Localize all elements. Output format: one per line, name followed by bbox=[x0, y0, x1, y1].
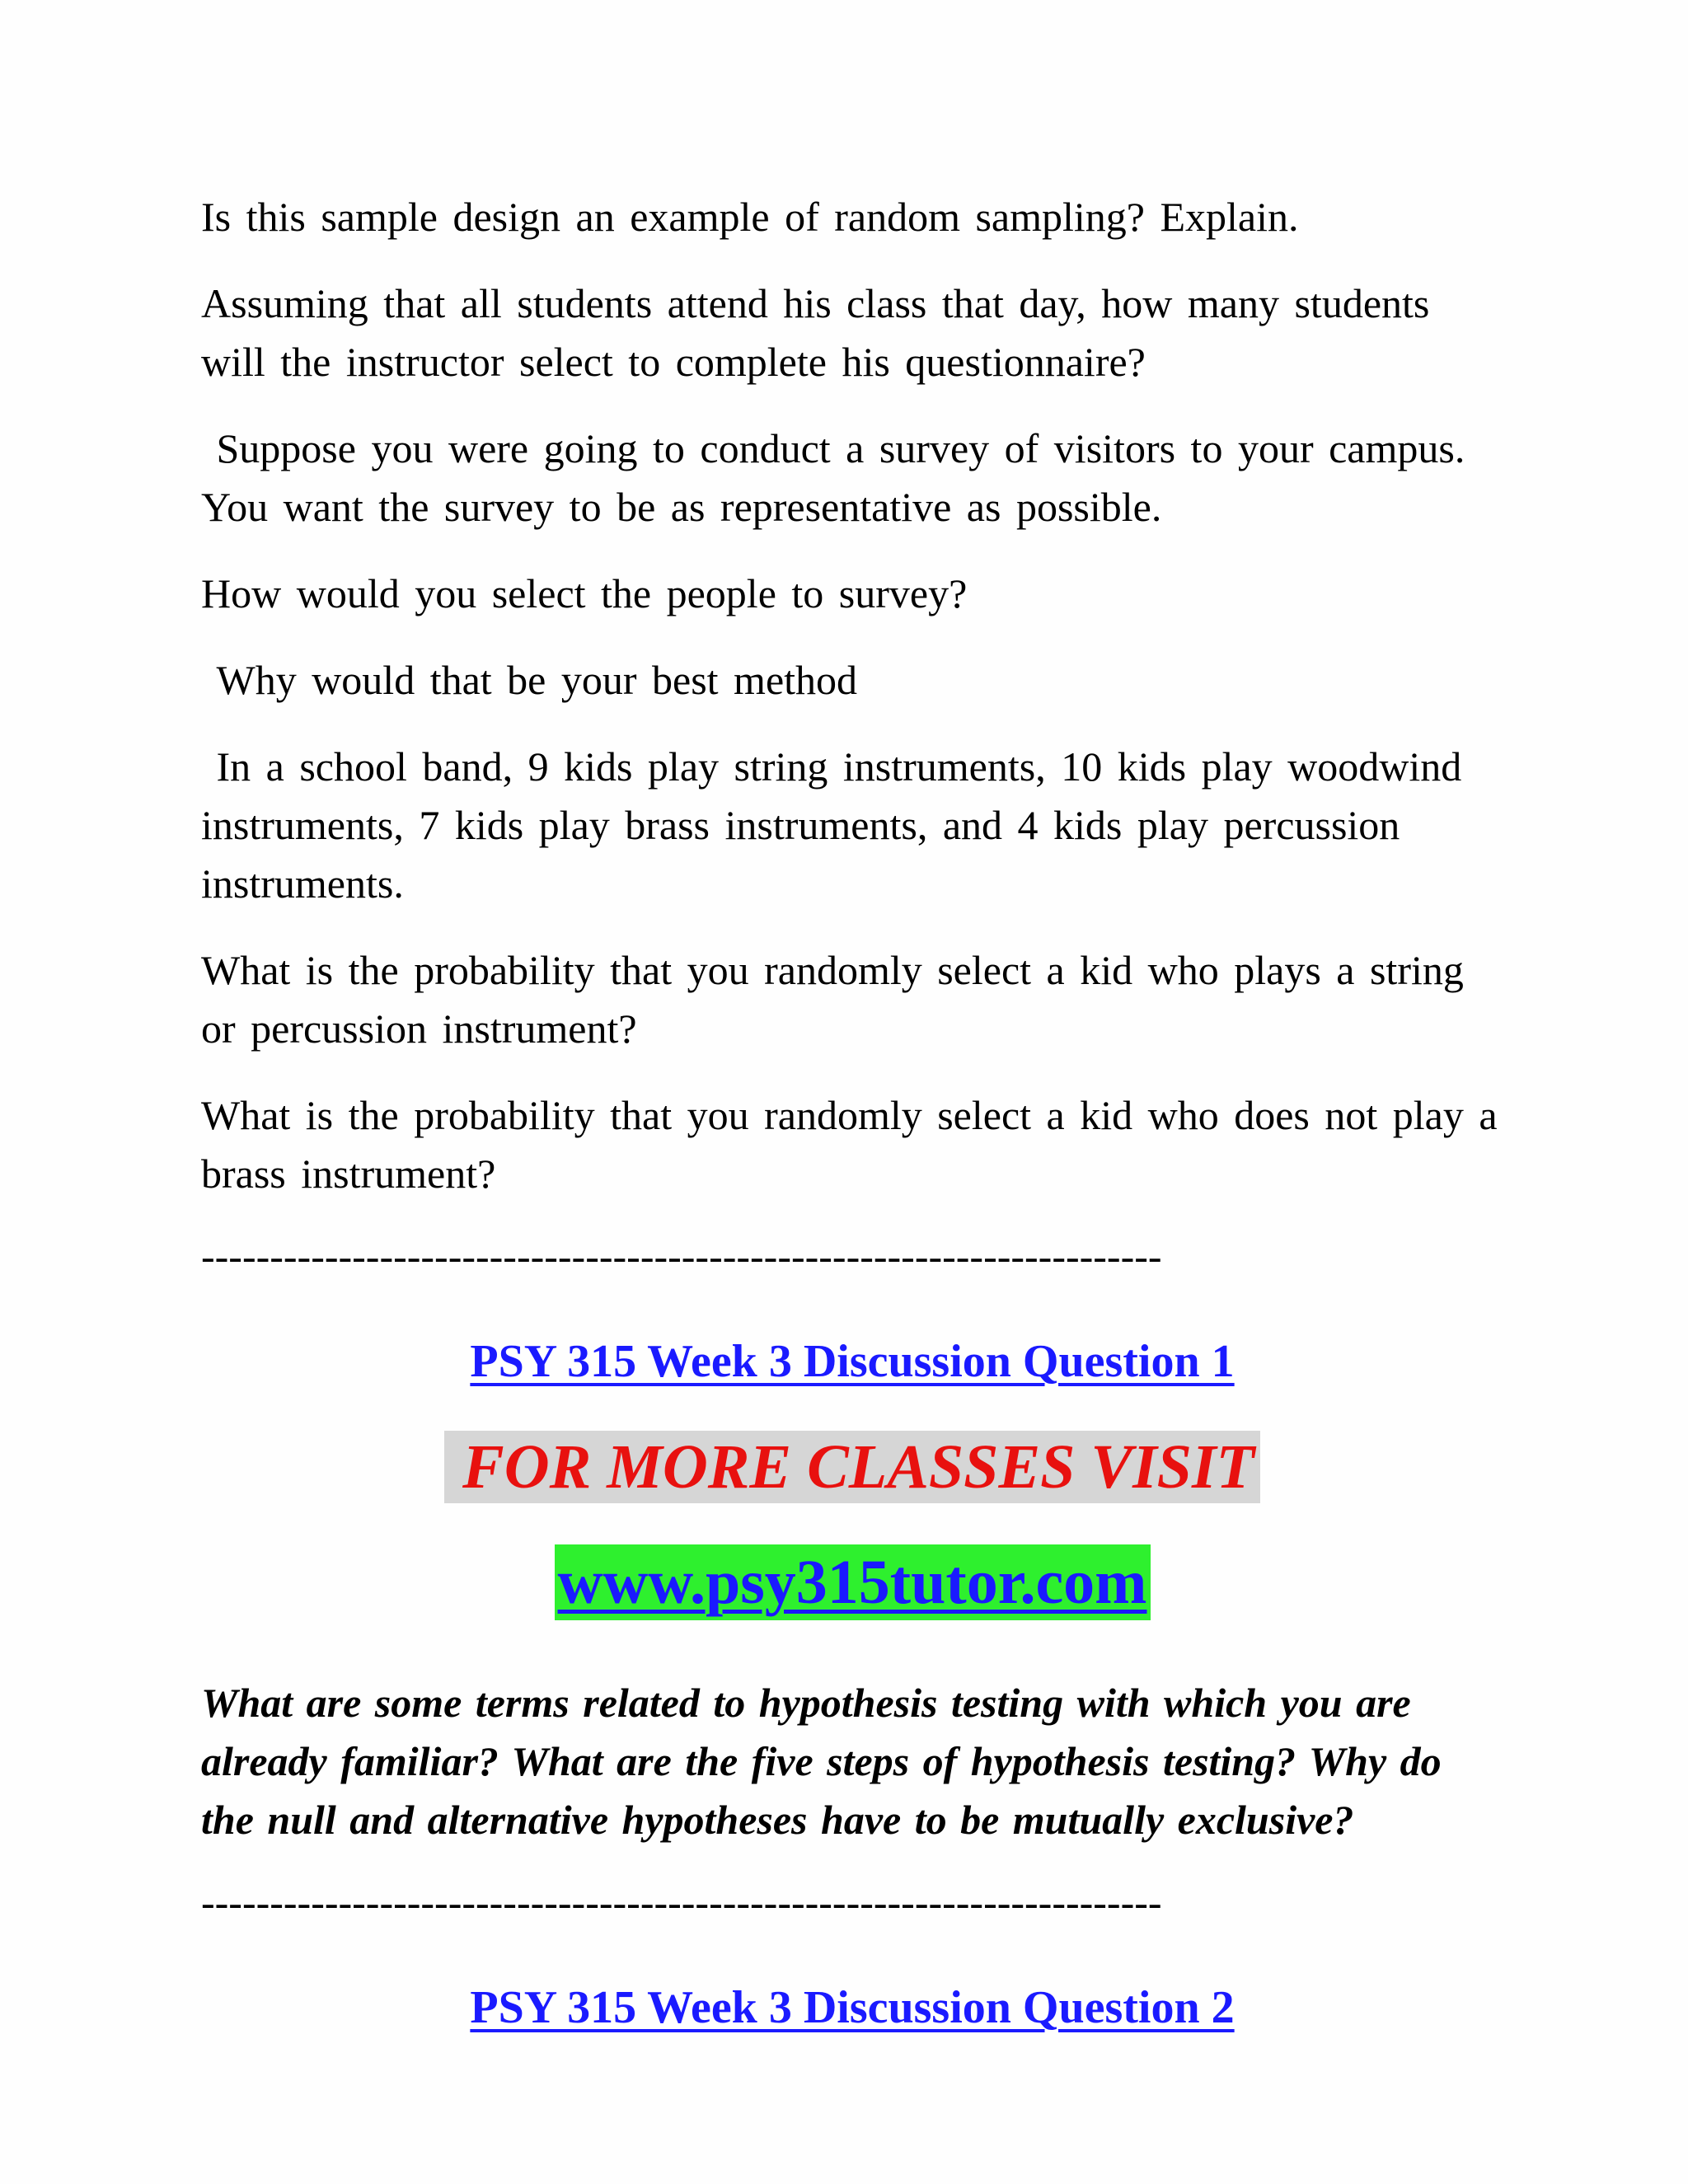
site-row bbox=[201, 1544, 1503, 1641]
divider-line-2: ---------------------------------------------------------------------- bbox=[201, 1879, 1162, 1925]
paragraph-random-sampling: Is this sample design an example of random sampling? Explain. bbox=[201, 194, 1299, 240]
paragraph-select-people: How would you select the people to survey? bbox=[201, 570, 968, 616]
website-link[interactable]: www.psy315tutor.com bbox=[555, 1544, 1151, 1620]
paragraph-school-band: In a school band, 9 kids play string instruments, 10 kids play woodwind instruments, 7 kids play brass instruments, and 4 kids play percussion instruments. bbox=[201, 743, 1477, 907]
discussion-question-1: What are some terms related to hypothesis testing with which you are already familiar? What are the five steps of hypothesis testing? Why do the null and alternative hypotheses have to be mutually exclusive? bbox=[201, 1680, 1456, 1843]
promo-banner: FOR MORE CLASSES VISIT bbox=[444, 1431, 1260, 1503]
page-content bbox=[201, 188, 1513, 2052]
promo-row bbox=[201, 1431, 1503, 1521]
section1-heading-row bbox=[201, 1329, 1503, 1406]
paragraph-campus-survey: Suppose you were going to conduct a survey of visitors to your campus. You want the survey to be as representative as possible. bbox=[201, 425, 1479, 530]
paragraph-students-count: Assuming that all students attend his class that day, how many students will the instructor select to complete his questionnaire? bbox=[201, 280, 1445, 385]
divider-line: ---------------------------------------------------------------------- bbox=[201, 1233, 1162, 1279]
paragraph-best-method: Why would that be your best method bbox=[201, 657, 858, 703]
paragraph-probability-brass: What is the probability that you randomly select a kid who does not play a brass instrument? bbox=[201, 1092, 1513, 1197]
paragraph-probability-string: What is the probability that you randomly select a kid who plays a string or percussion instrument? bbox=[201, 947, 1479, 1052]
section1-title-link[interactable]: PSY 315 Week 3 Discussion Question 1 bbox=[470, 1336, 1235, 1387]
section2-heading-row bbox=[201, 1975, 1503, 2052]
section2-title-link[interactable]: PSY 315 Week 3 Discussion Question 2 bbox=[470, 1982, 1235, 2033]
